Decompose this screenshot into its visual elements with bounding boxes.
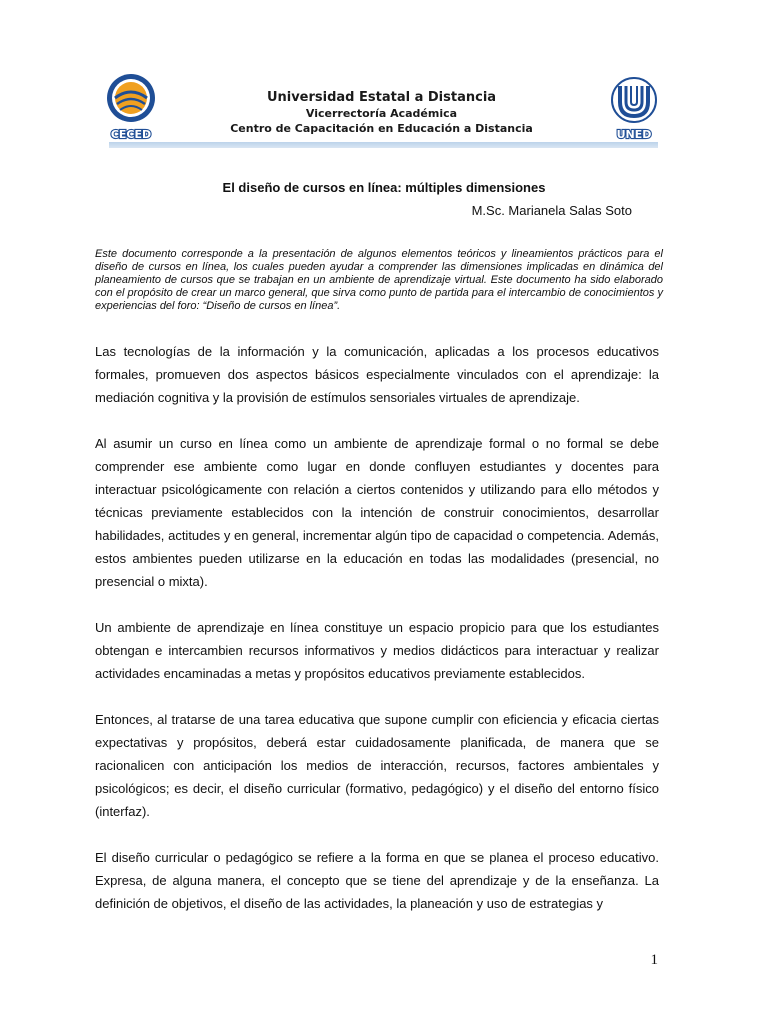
training-center: Centro de Capacitación en Educación a Distancia	[230, 122, 533, 135]
paragraph: Las tecnologías de la información y la comunicación, aplicadas a los procesos educativos formales, promueven dos aspectos básicos especialmente vinculados con el aprendizaje: la mediación cognitiva y la provisión de estímulos sensoriales virtuales de aprendizaje.	[95, 344, 659, 405]
letterhead	[105, 72, 658, 152]
paragraph: Entonces, al tratarse de una tarea educativa que supone cumplir con eficiencia y eficacia ciertas expectativas y propósitos, deberá estar cuidadosamente planificada, de manera que se racionalicen con anticipación los medios de interacción, recursos, factores ambientales y psicológicos; es decir, el diseño curricular (formativo, pedagógico) y el diseño del entorno físico (interfaz).	[95, 712, 659, 819]
page-number: 1	[650, 952, 658, 968]
body-text	[95, 340, 659, 938]
university-name: Universidad Estatal a Distancia	[266, 90, 497, 105]
paragraph: Al asumir un curso en línea como un ambiente de aprendizaje formal o no formal se debe comprender ese ambiente como lugar en donde confluyen estudiantes y docentes para interactuar psicológicamente con relación a ciertos contenidos y utilizando para ello métodos y técnicas previamente establecidos con la intención de construir conocimientos, desarrollar habilidades, actitudes y en general, incrementar algún tipo de capacidad o competencia. Además, estos ambientes pueden utilizarse en la educación en todas las modalidades (presencial, no presencial o mixta).	[95, 436, 659, 589]
author-name: M.Sc. Marianela Salas Soto	[471, 203, 632, 218]
ceced-logo-text: CECED	[110, 128, 152, 141]
document-title: El diseño de cursos en línea: múltiples dimensiones	[222, 180, 546, 195]
vice-rectory: Vicerrectoría Académica	[305, 107, 458, 120]
paragraph: El diseño curricular o pedagógico se refiere a la forma en que se planea el proceso educativo. Expresa, de alguna manera, el concepto que se tiene del aprendizaje y de la enseñanza. La definición de objetivos, el diseño de las actividades, la planeación y uso de estrategias y	[95, 850, 659, 911]
ceced-logo	[105, 72, 157, 142]
institution-name	[160, 90, 603, 136]
header-divider	[109, 142, 658, 148]
uned-logo	[610, 76, 658, 142]
abstract: Este documento corresponde a la presentación de algunos elementos teóricos y lineamientos prácticos para el diseño de cursos en línea, los cuales pueden ayudar a comprender las dimensiones implicadas en dinámica del planeamiento de cursos que se trabajan en un ambiente de aprendizaje virtual. Este documento ha sido elaborado con el propósito de crear un marco general, que sirva como punto de partida para el intercambio de conocimientos y experiencias del foro: “Diseño de cursos en línea”.	[95, 248, 663, 312]
uned-logo-text: UNED	[616, 128, 652, 141]
paragraph: Un ambiente de aprendizaje en línea constituye un espacio propicio para que los estudiantes obtengan e intercambien recursos informativos y medios didácticos para interactuar y realizar actividades encaminadas a metas y propósitos educativos previamente establecidos.	[95, 620, 659, 681]
